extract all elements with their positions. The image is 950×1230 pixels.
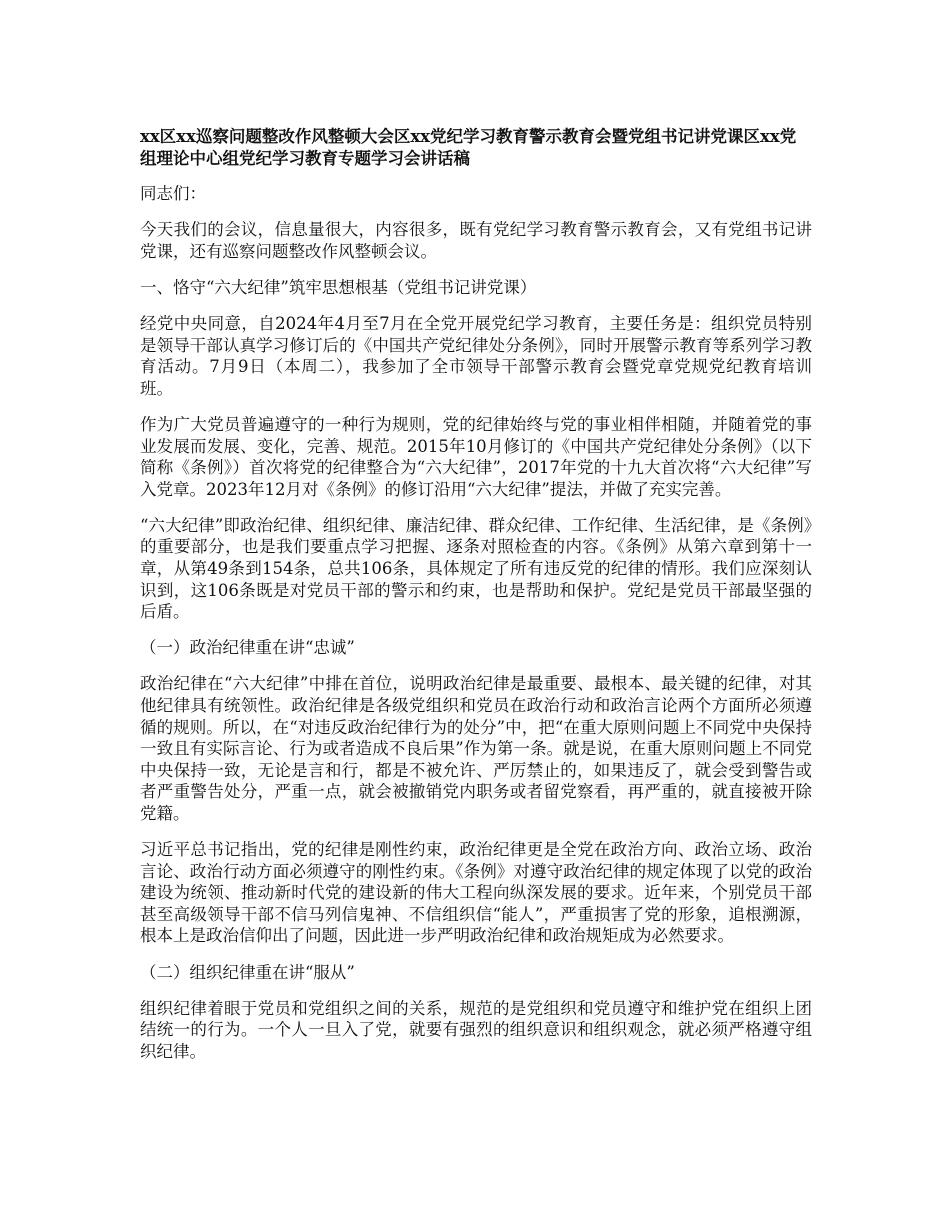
paragraph-2: 作为广大党员普遍遵守的一种行为规则，党的纪律始终与党的事业相伴相随，并随着党的事业发展而发展、变化，完善、规范。2015年10月修订的《中国共产党纪律处分条例》（以下简称《条例》）首次将党的纪律整合为“六大纪律”，2017年党的十九大首次将“六大纪律”写入党章。2023年12月对《条例》的修订沿用“六大纪律”提法，并做了充实完善。 (140, 414, 812, 499)
paragraph-6: 组织纪律着眼于党员和党组织之间的关系，规范的是党组织和党员遵守和维护党在组织上团结统一的行为。一个人一旦入了党，就要有强烈的组织意识和组织观念，就必须严格遵守组织纪律。 (140, 998, 812, 1061)
paragraph-4: 政治纪律在“六大纪律”中排在首位，说明政治纪律是最重要、最根本、最关键的纪律，对其他纪律具有统领性。政治纪律是各级党组织和党员在政治行动和政治言论两个方面所必须遵循的规则。所以，在“对违反政治纪律行为的处分”中，把“在重大原则问题上不同党中央保持一致且有实际言论、行为或者造成不良后果”作为第一条。就是说，在重大原则问题上不同党中央保持一致，无论是言和行，都是不被允许、严厉禁止的，如果违反了，就会受到警告或者严重警告处分，严重一点，就会被撤销党内职务或者留党察看，再严重的，就直接被开除党籍。 (140, 674, 812, 823)
subheading-political-discipline: （一）政治纪律重在讲“忠诚” (140, 638, 355, 658)
paragraph-3: “六大纪律”即政治纪律、组织纪律、廉洁纪律、群众纪律、工作纪律、生活纪律，是《条例》的重要部分，也是我们要重点学习把握、逐条对照检查的内容。《条例》从第六章到第十一章，从第49条到154条，总共106条，具体规定了所有违反党的纪律的情形。我们应深刻认识到，这106条既是对党员干部的警示和约束，也是帮助和保护。党纪是党员干部最坚强的后盾。 (140, 515, 812, 622)
document-page (140, 126, 812, 1077)
subheading-organizational-discipline: （二）组织纪律重在讲“服从” (140, 962, 355, 982)
intro-paragraph: 今天我们的会议，信息量很大，内容很多，既有党纪学习教育警示教育会，又有党组书记讲党课，还有巡察问题整改作风整顿会议。 (140, 220, 812, 261)
section-heading-1: 一、恪守“六大纪律”筑牢思想根基（党组书记讲党课） (140, 277, 537, 297)
document-title: xx区xx巡察问题整改作风整顿大会区xx党纪学习教育警示教育会暨党组书记讲党课区xx党组理论中心组党纪学习教育专题学习会讲话稿 (140, 127, 797, 168)
paragraph-5: 习近平总书记指出，党的纪律是刚性约束，政治纪律更是全党在政治方向、政治立场、政治言论、政治行动方面必须遵守的刚性约束。《条例》对遵守政治纪律的规定体现了以党的政治建设为统领、推动新时代党的建设新的伟大工程向纵深发展的要求。近年来，个别党员干部甚至高级领导干部不信马列信鬼神、不信组织信“能人”，严重损害了党的形象，追根溯源，根本上是政治信仰出了问题，因此进一步严明政治纪律和政治规矩成为必然要求。 (140, 840, 812, 946)
paragraph-1: 经党中央同意，自2024年4月至7月在全党开展党纪学习教育，主要任务是：组织党员特别是领导干部认真学习修订后的《中国共产党纪律处分条例》，同时开展警示教育等系列学习教育活动。7月9日（本周二），我参加了全市领导干部警示教育会暨党章党规党纪教育培训班。 (140, 314, 812, 398)
greeting: 同志们： (140, 184, 206, 204)
